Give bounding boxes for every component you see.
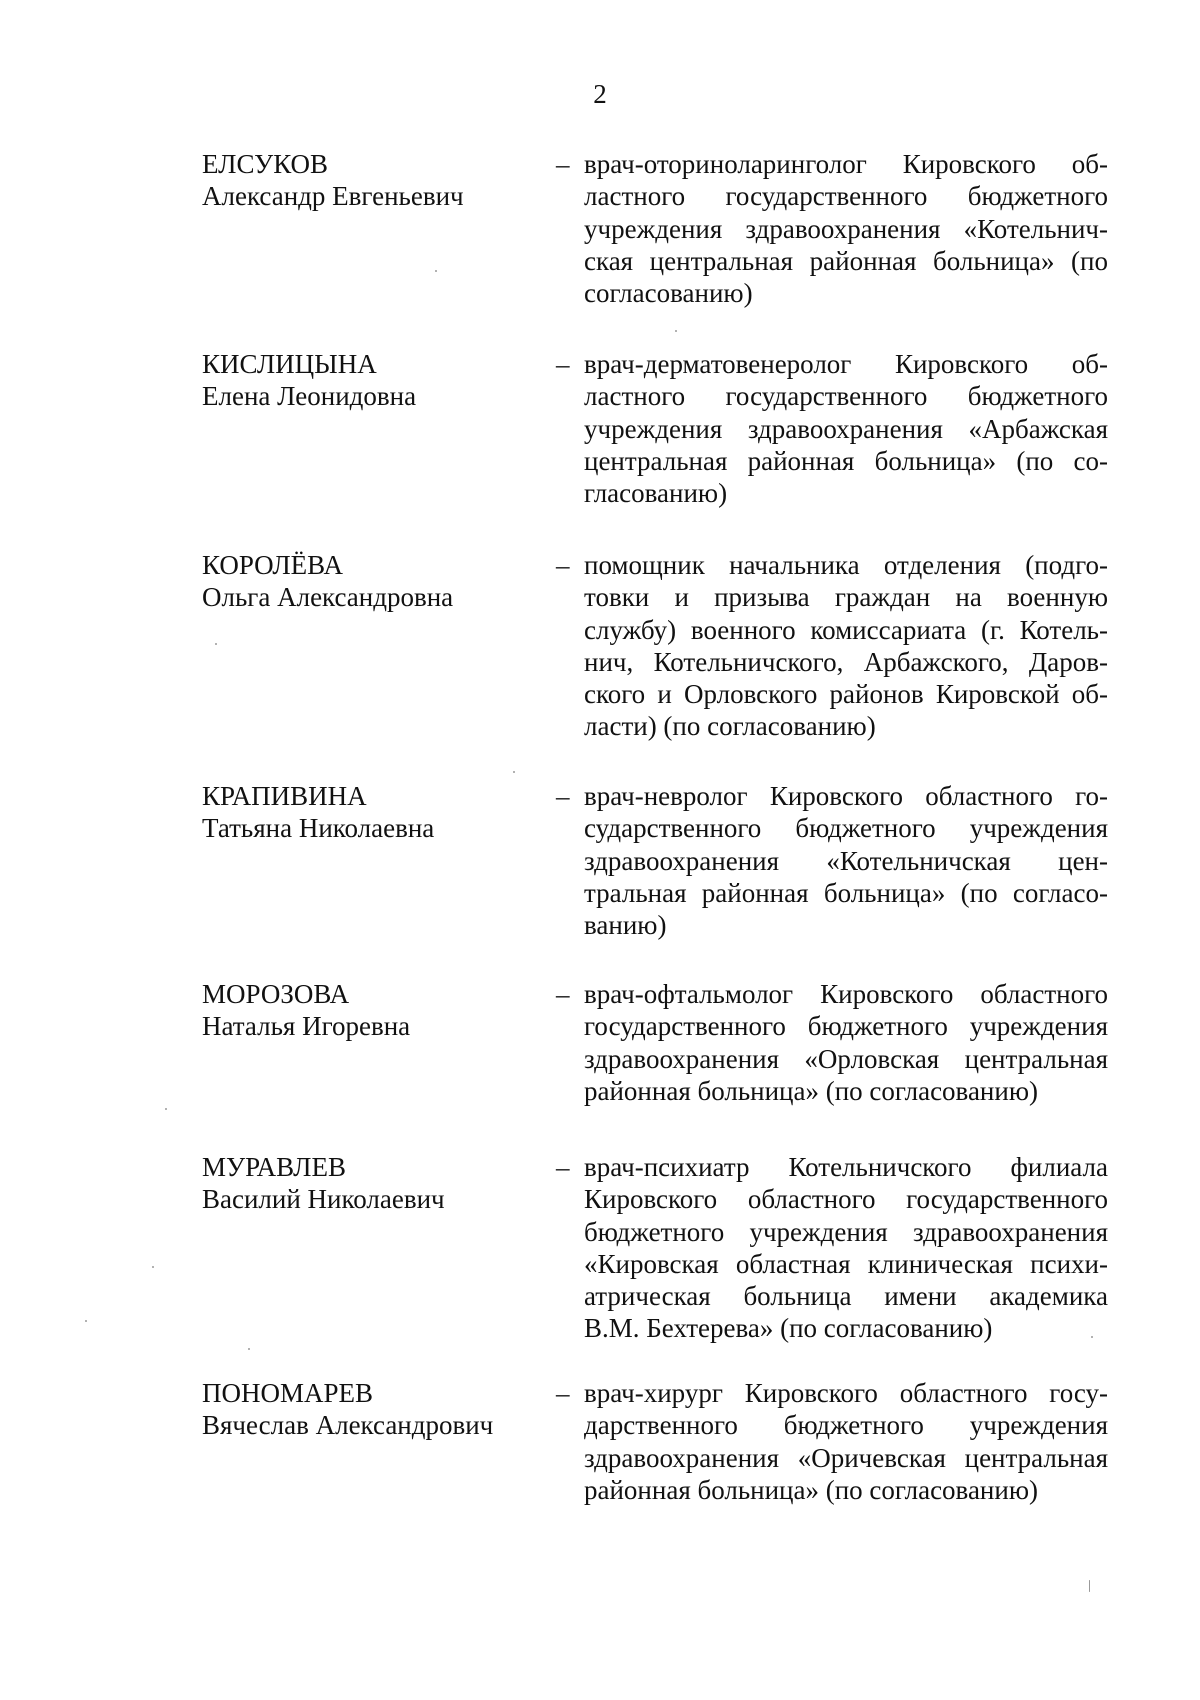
scan-speck — [1091, 1336, 1093, 1338]
role-line: здравоохранения «Орловская центральная — [584, 1043, 1108, 1074]
role-line: помощник начальника отделения (подго- — [584, 550, 1108, 580]
role-line: ская центральная районная больница» (по — [584, 245, 1108, 276]
member-name — [202, 148, 532, 213]
member-name — [202, 1377, 532, 1442]
member-given-names: Александр Евгеньевич — [202, 181, 464, 212]
role-line: ластного государственного бюджетного — [584, 381, 1108, 412]
member-name — [202, 780, 532, 845]
scan-speck — [1089, 1580, 1090, 1592]
dash-separator: – — [556, 781, 570, 811]
member-role — [584, 780, 1108, 941]
member-surname: КИСЛИЦЫНА — [202, 349, 377, 379]
member-surname: КРАПИВИНА — [202, 781, 367, 811]
role-line: гласованию) — [584, 478, 728, 509]
dash-separator: – — [556, 1378, 570, 1408]
member-surname: ПОНОМАРЕВ — [202, 1378, 374, 1408]
role-line: врач-хирург Кировского областного госу- — [584, 1378, 1108, 1408]
role-line: согласованию) — [584, 278, 753, 309]
role-line: здравоохранения «Оричевская центральная — [584, 1442, 1108, 1473]
role-line: врач-дерматовенеролог Кировского об- — [584, 349, 1108, 379]
member-role — [584, 549, 1108, 743]
member-given-names: Елена Леонидовна — [202, 381, 417, 412]
role-line: государственного бюджетного учреждения — [584, 1011, 1108, 1042]
role-line: товки и призыва граждан на военную — [584, 582, 1108, 613]
role-line: бюджетного учреждения здравоохранения — [584, 1216, 1108, 1247]
role-line: районная больница» (по согласованию) — [584, 1474, 1038, 1505]
member-given-names: Василий Николаевич — [202, 1184, 445, 1215]
member-name — [202, 1151, 532, 1216]
member-given-names: Вячеслав Александрович — [202, 1410, 494, 1441]
role-line: центральная районная больница» (по со- — [584, 445, 1108, 476]
dash-separator: – — [556, 550, 570, 580]
dash-separator: – — [556, 349, 570, 379]
role-line: здравоохранения «Котельничская цен- — [584, 845, 1108, 876]
member-role — [584, 348, 1108, 509]
role-line: нич, Котельничского, Арбажского, Даров- — [584, 646, 1108, 677]
scan-speck — [152, 1266, 154, 1268]
scan-speck — [215, 643, 217, 645]
role-line: районная больница» (по согласованию) — [584, 1075, 1038, 1106]
member-role — [584, 1151, 1108, 1345]
role-line: врач-психиатр Котельничского филиала — [584, 1152, 1108, 1182]
role-line: ванию) — [584, 910, 667, 941]
role-line: ласти) (по согласованию) — [584, 711, 876, 742]
member-surname: КОРОЛЁВА — [202, 550, 343, 580]
dash-separator: – — [556, 1152, 570, 1182]
member-name — [202, 348, 532, 413]
member-given-names: Татьяна Николаевна — [202, 813, 435, 844]
member-surname: ЕЛСУКОВ — [202, 149, 329, 179]
scan-speck — [85, 1320, 87, 1322]
dash-separator: – — [556, 149, 570, 179]
role-line: атрическая больница имени академика — [584, 1281, 1108, 1312]
role-line: Кировского областного государственного — [584, 1184, 1108, 1215]
page-number: 2 — [593, 79, 607, 109]
scan-speck — [435, 270, 437, 272]
member-role — [584, 1377, 1108, 1506]
member-surname: МОРОЗОВА — [202, 979, 350, 1009]
role-line: учреждения здравоохранения «Котельнич- — [584, 213, 1108, 244]
member-given-names: Наталья Игоревна — [202, 1011, 411, 1042]
role-line: врач-невролог Кировского областного го- — [584, 781, 1108, 811]
scan-speck — [248, 1348, 250, 1350]
role-line: «Кировская областная клиническая психи- — [584, 1248, 1108, 1279]
scan-speck — [165, 1108, 167, 1110]
member-name — [202, 549, 532, 614]
member-role — [584, 978, 1108, 1107]
scan-speck — [675, 330, 677, 332]
role-line: службу) военного комиссариата (г. Котель- — [584, 614, 1108, 645]
member-surname: МУРАВЛЕВ — [202, 1152, 346, 1182]
role-line: учреждения здравоохранения «Арбажская — [584, 413, 1108, 444]
role-line: врач-офтальмолог Кировского областного — [584, 979, 1108, 1009]
member-role — [584, 148, 1108, 309]
role-line: ского и Орловского районов Кировской об- — [584, 679, 1108, 710]
role-line: тральная районная больница» (по согласо- — [584, 877, 1108, 908]
role-line: сударственного бюджетного учреждения — [584, 813, 1108, 844]
member-given-names: Ольга Александровна — [202, 582, 454, 613]
member-name — [202, 978, 532, 1043]
scan-speck — [513, 771, 515, 773]
role-line: ластного государственного бюджетного — [584, 181, 1108, 212]
role-line: дарственного бюджетного учреждения — [584, 1410, 1108, 1441]
role-line: В.М. Бехтерева» (по согласованию) — [584, 1313, 993, 1344]
role-line: врач-оториноларинголог Кировского об- — [584, 149, 1108, 179]
dash-separator: – — [556, 979, 570, 1009]
